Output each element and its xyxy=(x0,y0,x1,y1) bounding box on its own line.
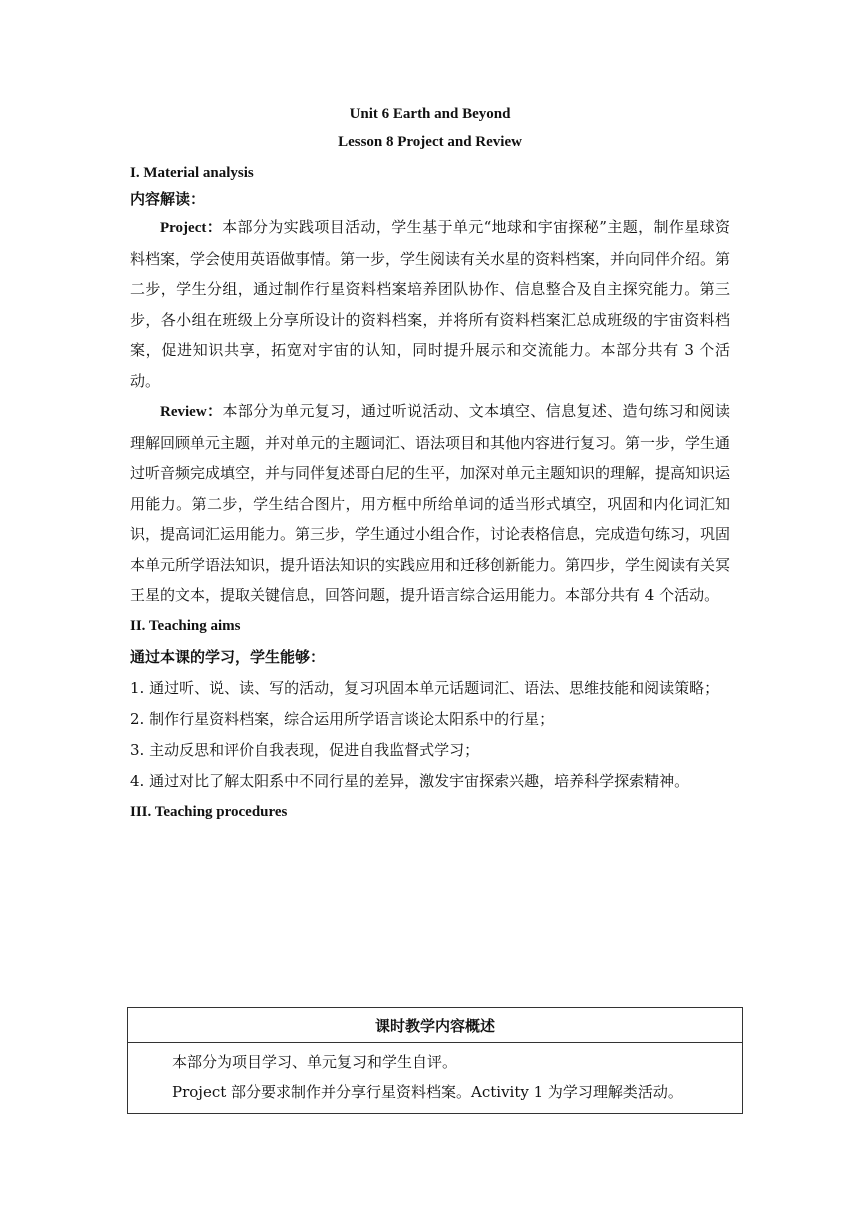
lesson-title: Lesson 8 Project and Review xyxy=(338,134,522,150)
review-lead: Review： xyxy=(160,404,223,420)
table-line: 本部分为项目学习、单元复习和学生自评。 xyxy=(172,1053,458,1071)
aims-list xyxy=(130,673,730,797)
table-header: 课时教学内容概述 xyxy=(128,1008,743,1043)
section-subheading-aims: 通过本课的学习，学生能够： xyxy=(130,647,326,666)
review-paragraph xyxy=(130,396,730,611)
section-heading-teaching-aims: II. Teaching aims xyxy=(130,617,241,634)
table-line: Project 部分要求制作并分享行星资料档案。Activity 1 为学习理解类活动。 xyxy=(172,1083,683,1101)
unit-title: Unit 6 Earth and Beyond xyxy=(349,106,511,122)
section-subheading-content: 内容解读： xyxy=(130,190,206,208)
project-lead: Project： xyxy=(160,220,223,236)
aim-item: 3. 主动反思和评价自我表现，促进自我监督式学习； xyxy=(130,740,480,759)
section-heading-material-analysis: I. Material analysis xyxy=(130,165,254,181)
lesson-overview-table xyxy=(127,1007,743,1114)
aim-item: 1. 通过听、说、读、写的活动，复习巩固本单元话题词汇、语法、思维技能和阅读策略； xyxy=(130,678,720,697)
aim-item: 2. 制作行星资料档案，综合运用所学语言谈论太阳系中的行星； xyxy=(130,709,555,728)
review-text: 本部分为单元复习，通过听说活动、文本填空、信息复述、造句练习和阅读理解回顾单元主题，并对单元的主题词汇、语法项目和其他内容进行复习。第一步，学生通过听音频完成填空，并与同伴复述哥白尼的生平，加深对单元主题知识的理解，提高知识运用能力。第二步，学生结合图片，用方框中所给单词的适当形式填空，巩固和内化词汇知识，提高词汇运用能力。第三步，学生通过小组合作，讨论表格信息，完成造句练习，巩固本单元所学语法知识，提升语法知识的实践应用和迁移创新能力。第四步，学生阅读有关冥王星的文本，提取关键信息，回答问题，提升语言综合运用能力。本部分共有 4 个活动。 xyxy=(130,402,731,604)
section-heading-teaching-procedures: III. Teaching procedures xyxy=(130,803,288,820)
table-cell xyxy=(128,1043,743,1114)
document-page xyxy=(130,100,730,828)
project-paragraph xyxy=(130,212,730,396)
aim-item: 4. 通过对比了解太阳系中不同行星的差异，激发宇宙探索兴趣，培养科学探索精神。 xyxy=(130,771,690,790)
project-text: 本部分为实践项目活动，学生基于单元“地球和宇宙探秘”主题，制作星球资料档案，学会使用英语做事情。第一步，学生阅读有关水星的资料档案，并向同伴介绍。第二步，学生分组，通过制作行星资料档案培养团队协作、信息整合及自主探究能力。第三步，各小组在班级上分享所设计的资料档案，并将所有资料档案汇总成班级的宇宙资料档案，促进知识共享，拓宽对宇宙的认知，同时提升展示和交流能力。本部分共有 3 个活动。 xyxy=(130,218,731,390)
